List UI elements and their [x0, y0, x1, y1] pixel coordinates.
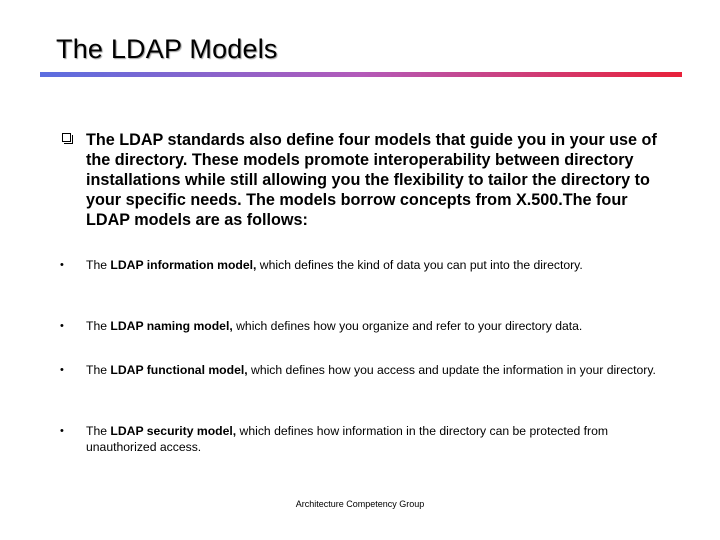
model-name: LDAP naming model,	[110, 319, 233, 333]
list-item-information-model	[60, 258, 670, 274]
model-name: LDAP security model,	[110, 424, 237, 438]
list-item-prefix: The	[86, 363, 111, 377]
list-item-prefix: The	[86, 258, 111, 272]
list-item-prefix: The	[86, 319, 111, 333]
title-underline-bar	[40, 72, 682, 77]
checkbox-square-icon	[62, 133, 71, 142]
model-name: LDAP functional model,	[110, 363, 248, 377]
model-name: LDAP information model,	[110, 258, 257, 272]
model-description: which defines how you organize and refer to your directory data.	[232, 319, 583, 333]
model-description: which defines how information in the directory can be protected from unauthorized access.	[86, 424, 609, 454]
model-description: which defines how you access and update the information in your directory.	[247, 363, 656, 377]
bullet-dot-icon: •	[60, 320, 64, 332]
list-item-functional-model	[60, 363, 670, 379]
slide-footer: Architecture Competency Group	[295, 499, 425, 509]
bullet-dot-icon: •	[60, 364, 64, 376]
bullet-dot-icon: •	[60, 259, 64, 271]
bullet-dot-icon: •	[60, 425, 64, 437]
slide-title: The LDAP Models	[56, 34, 278, 64]
intro-text: The LDAP standards also define four models that guide you in your use of the directory. These models promote interoperability between directory installations while still allowing you the flexibility to tailor the directory to your specific needs. The models borrow concepts from X.500.The four LDAP models are as follows:	[86, 131, 657, 229]
list-item-naming-model	[60, 319, 670, 335]
list-item-security-model	[60, 424, 670, 455]
model-description: which defines the kind of data you can put into the directory.	[256, 258, 583, 272]
intro-paragraph	[62, 130, 662, 230]
list-item-prefix: The	[86, 424, 111, 438]
